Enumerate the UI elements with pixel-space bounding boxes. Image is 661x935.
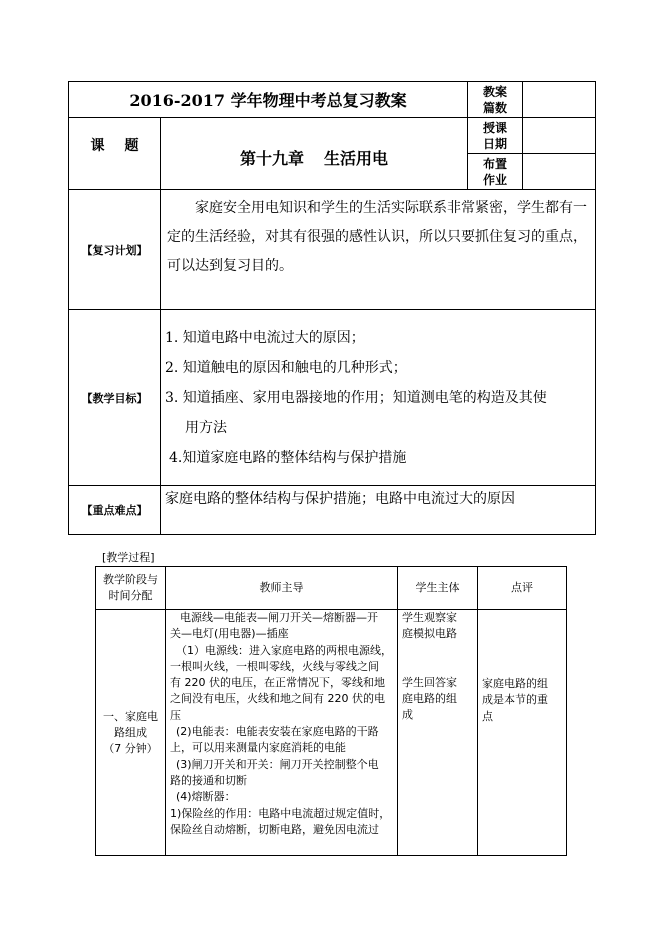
objective-item: 1. 知道电路中电流过大的原因； xyxy=(165,329,365,346)
review-plan-text: 家庭安全用电知识和学生的生活实际联系非常紧密，学生都有一定的生活经验，对其有很强的感性认识，所以只要抓住复习的重点，可以达到复习目的。 xyxy=(167,200,587,274)
process-table xyxy=(95,566,567,856)
objective-item-continued: 用方法 xyxy=(185,419,227,436)
lesson-label: 课题 xyxy=(69,118,161,190)
stage-column-header: 教学阶段与 时间分配 xyxy=(96,567,166,610)
document-title: 2016-2017 学年物理中考总复习教案 xyxy=(69,82,468,118)
objective-item: 4.知道家庭电路的整体结构与保护措施 xyxy=(169,449,407,466)
lesson-count-value xyxy=(523,82,596,118)
lesson-count-label: 教案 篇数 xyxy=(468,82,523,118)
objective-item: 3. 知道插座、家用电器接地的作用；知道测电笔的构造及其使 xyxy=(165,389,547,406)
comment-cell: 家庭电路的组 成是本节的重 点 xyxy=(478,610,567,856)
teach-date-value xyxy=(523,118,596,154)
comment-column-header: 点评 xyxy=(478,567,567,610)
chapter-title: 生活用电 xyxy=(324,149,389,168)
teacher-cell: 电源线—电能表—闸刀开关—熔断器—开 关—电灯(用电器)—插座 （1）电源线：进入家庭电路的两根电源线， 一根叫火线，一根叫零线，火线与零线之间 有 220 伏的电压，在正常情况下，零线和地 之间没有电压，火线和地之间有 220 伏的电 压 (2)电能表：电能表安装在家庭电路的干路 上，可以用来测量内家庭消耗的电能 (3)闸刀开关和开关：闸刀开关控制整个电 路的接通和切断 (4)熔断器： 1)保险丝的作用：电路中电流超过规定值时， 保险丝自动熔断，切断电路，避免因电流过 xyxy=(166,610,398,856)
process-label: [教学过程] xyxy=(102,551,155,564)
review-plan-label: 【复习计划】 xyxy=(69,190,161,310)
chapter-number: 第十九章 xyxy=(239,149,304,168)
student-cell: 学生观察家 庭模拟电路 学生回答家 庭电路的组 成 xyxy=(398,610,478,856)
objectives-cell xyxy=(161,310,596,486)
table-row xyxy=(96,610,567,856)
homework-label: 布置 作业 xyxy=(468,154,523,190)
key-points-label: 【重点难点】 xyxy=(69,486,161,535)
teach-date-label: 授课 日期 xyxy=(468,118,523,154)
lesson-title xyxy=(161,118,468,190)
teacher-column-header: 教师主导 xyxy=(166,567,398,610)
student-column-header: 学生主体 xyxy=(398,567,478,610)
stage-cell: 一、家庭电 路组成 （7 分钟） xyxy=(96,610,166,856)
key-points-text: 家庭电路的整体结构与保护措施；电路中电流过大的原因 xyxy=(161,486,596,535)
homework-value xyxy=(523,154,596,190)
objectives-label: 【教学目标】 xyxy=(69,310,161,486)
review-plan-cell xyxy=(161,190,596,310)
lesson-plan-header-table xyxy=(68,81,596,535)
objective-item: 2. 知道触电的原因和触电的几种形式； xyxy=(165,359,407,376)
